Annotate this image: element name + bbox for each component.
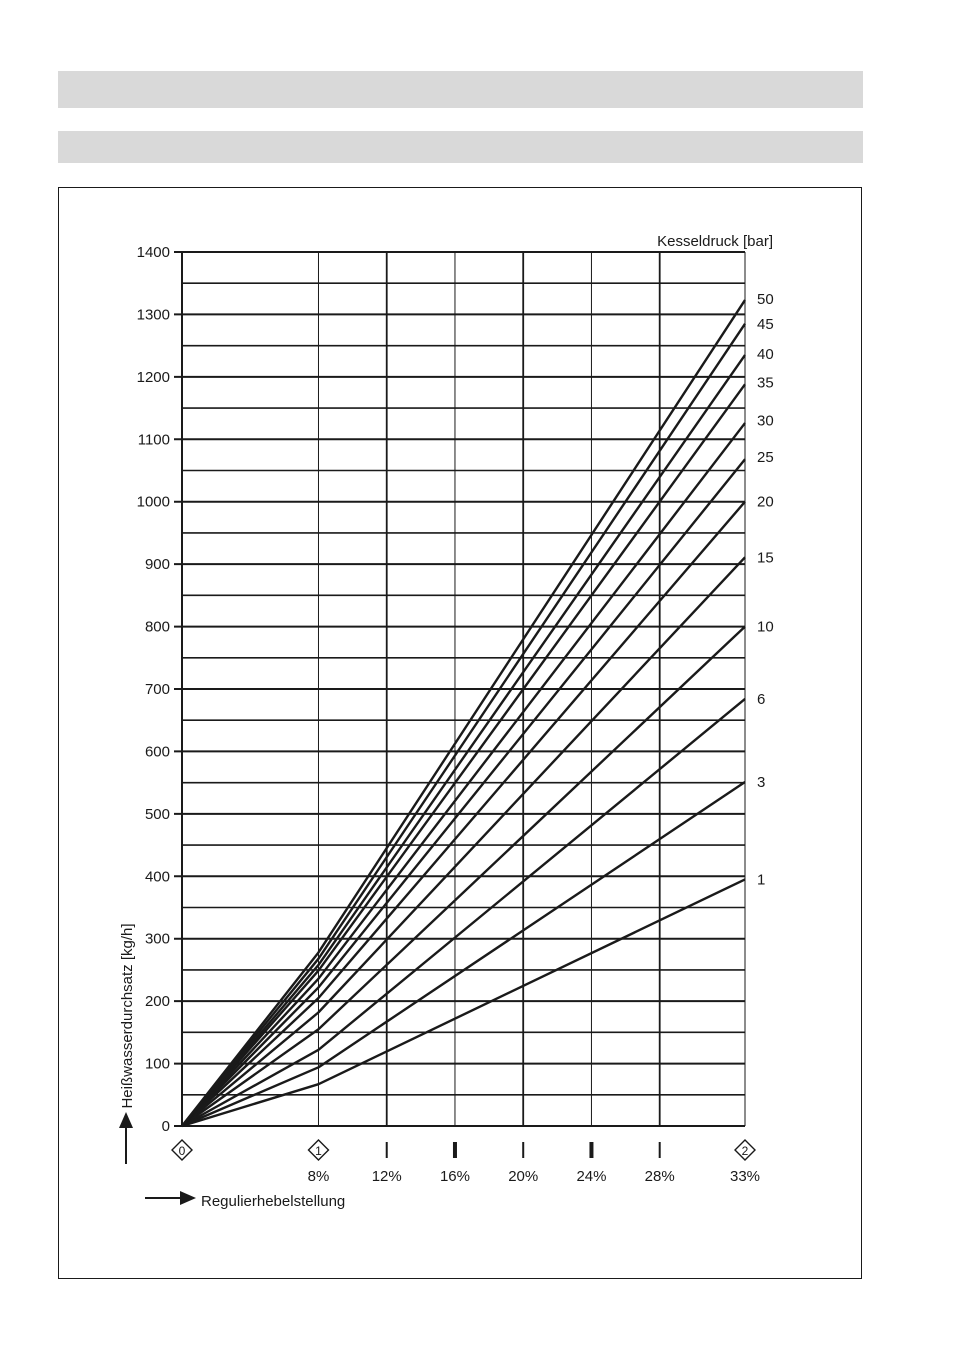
y-tick-label: 900 (144, 556, 170, 574)
y-tick-label: 0 (161, 1118, 170, 1135)
y-tick-label: 100 (144, 1055, 170, 1073)
series-label-10: 10 (757, 618, 774, 636)
x-axis-label: Regulierhebelstellung (201, 1193, 346, 1210)
series-label-6: 6 (757, 690, 766, 708)
x-tick-label: 12% (371, 1168, 402, 1185)
y-tick-label: 1100 (137, 431, 170, 449)
x-arrow-head (180, 1191, 196, 1205)
y-arrow-head (119, 1112, 133, 1128)
y-tick-label: 1000 (136, 493, 170, 511)
series-label-1: 1 (757, 871, 766, 889)
y-tick-label: 1300 (136, 306, 170, 324)
y-tick-label: 600 (144, 743, 170, 761)
grid (174, 252, 745, 1126)
x-marker-label: 1 (315, 1144, 322, 1158)
header-bar-1 (58, 71, 863, 108)
y-axis-label: Heißwasserdurchsatz [kg/h] (119, 923, 136, 1109)
series-label-25: 25 (757, 448, 774, 466)
x-tick-label: 24% (576, 1168, 607, 1185)
series-label-15: 15 (757, 549, 774, 567)
chart-frame (58, 187, 862, 1279)
y-tick-label: 400 (144, 868, 170, 886)
series-label-40: 40 (757, 345, 774, 363)
x-marker-label: 2 (741, 1144, 749, 1158)
x-tick-label: 28% (644, 1168, 675, 1185)
header-bar-2 (58, 131, 863, 163)
series-label-3: 3 (757, 774, 766, 792)
series-label-50: 50 (757, 290, 774, 308)
y-tick-label: 700 (144, 681, 170, 698)
y-tick-label: 500 (144, 805, 170, 823)
y-tick-label: 200 (144, 993, 170, 1011)
y-tick-label: 1400 (136, 244, 170, 261)
y-tick-label: 300 (144, 930, 170, 948)
y-tick-label: 1200 (136, 368, 170, 386)
x-tick-label: 33% (729, 1168, 761, 1185)
x-tick-label: 8% (307, 1168, 330, 1185)
series-label-20: 20 (757, 493, 774, 511)
series-label-30: 30 (757, 412, 774, 430)
series-label-45: 45 (757, 315, 774, 333)
series-label-35: 35 (757, 374, 774, 392)
y-tick-label: 800 (144, 618, 170, 636)
x-tick-label: 16% (439, 1168, 470, 1185)
x-tick-label: 20% (508, 1168, 539, 1185)
legend-title: Kesseldruck [bar] (657, 233, 773, 250)
x-marker-label: 0 (178, 1144, 186, 1158)
flow-rate-chart (59, 188, 861, 1278)
